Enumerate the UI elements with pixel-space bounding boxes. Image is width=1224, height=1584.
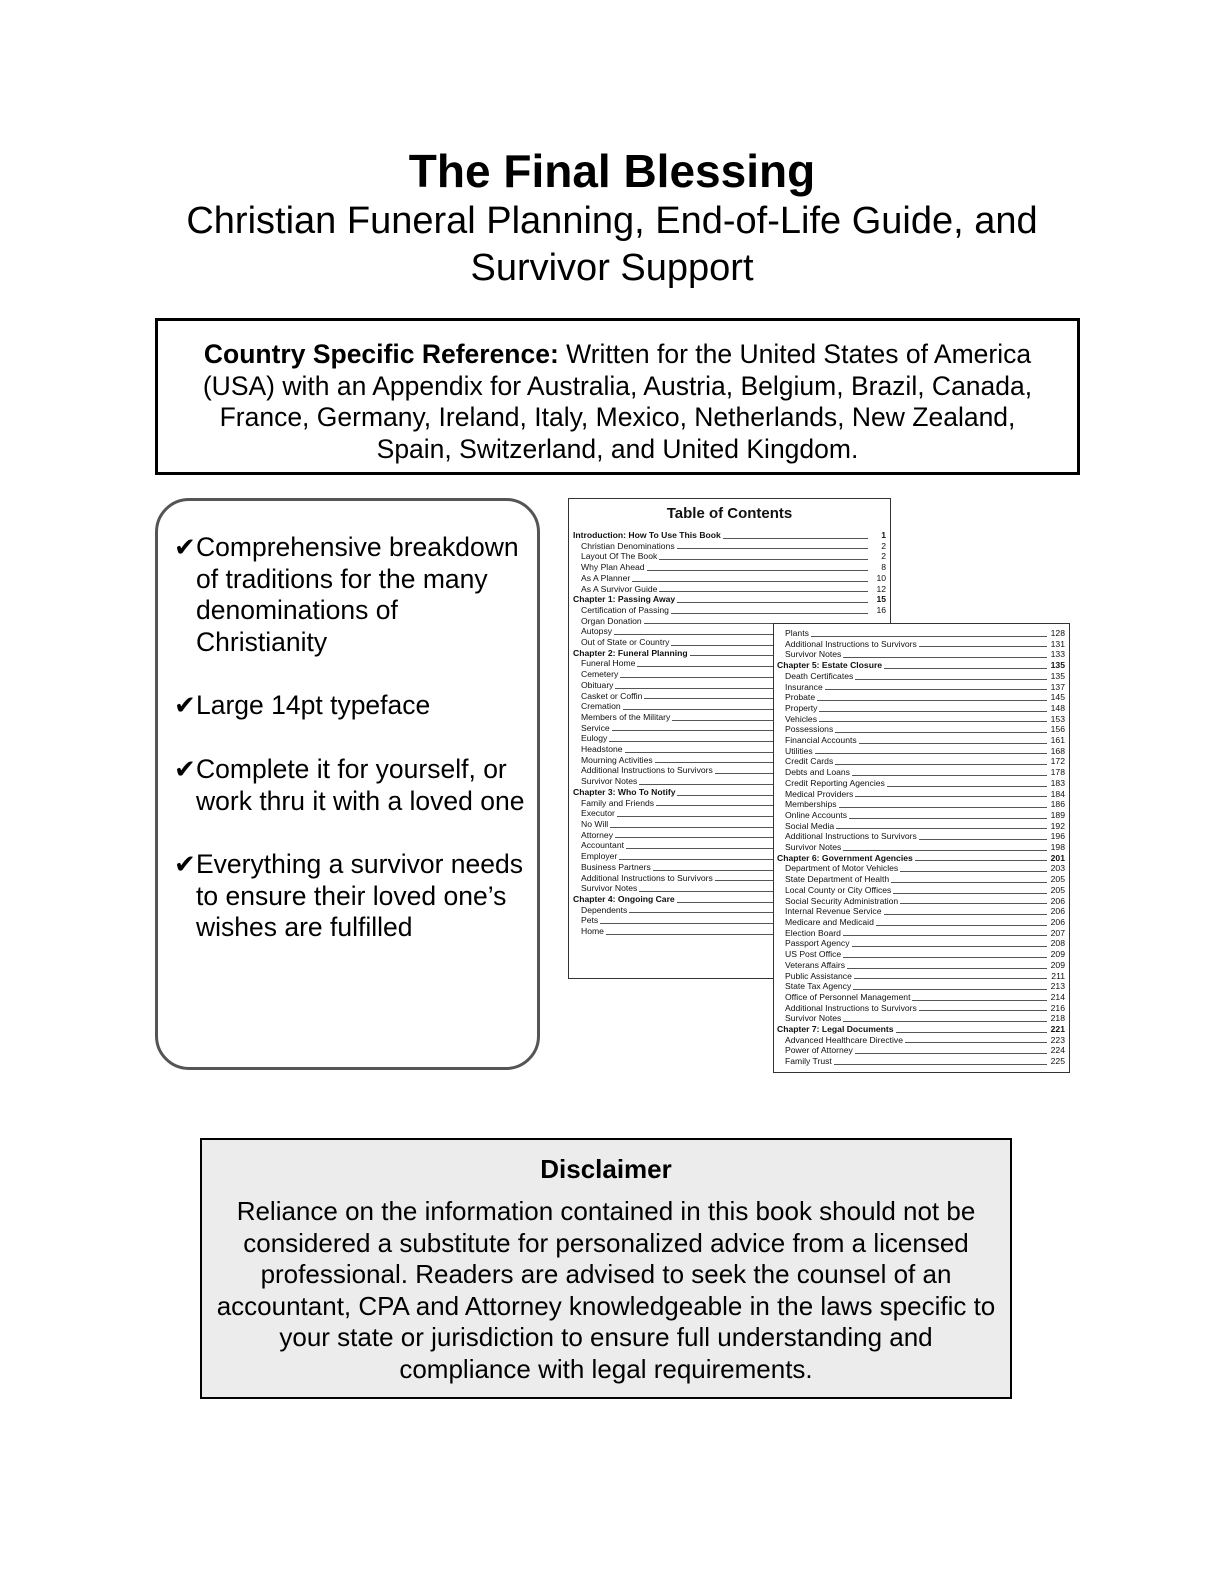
toc-entry-label: Credit Cards <box>785 756 834 767</box>
toc-page-number: 203 <box>1050 863 1065 874</box>
toc-leader-line <box>855 1053 1047 1054</box>
toc-entry-label: Accountant <box>581 840 624 851</box>
toc-leader-line <box>836 828 1047 829</box>
toc-page-number: 207 <box>1050 927 1065 938</box>
toc-entry-label: Home <box>581 926 604 937</box>
toc-leader-line <box>854 978 1047 979</box>
toc-leader-line <box>915 860 1047 861</box>
toc-entry-label: Funeral Home <box>581 658 636 669</box>
toc-leader-line <box>900 903 1047 904</box>
toc-page-number: 184 <box>1050 788 1065 799</box>
page-subtitle: Christian Funeral Planning, End-of-Life Guide, and Survivor Support <box>186 200 1038 289</box>
toc-entry-row <box>777 821 1065 832</box>
toc-page-number: 192 <box>1050 820 1065 831</box>
disclaimer-title: Disclaimer <box>540 1154 672 1184</box>
toc-page-number: 135 <box>1050 660 1065 671</box>
toc-entry-label: Financial Accounts <box>785 735 857 746</box>
toc-entry-label: Survivor Notes <box>581 776 638 787</box>
toc-entry-row <box>777 992 1065 1003</box>
toc-leader-line <box>853 989 1047 990</box>
toc-leader-line <box>632 581 868 582</box>
toc-entry-label: Chapter 1: Passing Away <box>573 594 676 605</box>
toc-entry-label: Obituary <box>581 679 614 690</box>
toc-leader-line <box>671 613 868 614</box>
toc-entry-row <box>777 671 1065 682</box>
toc-page-number: 133 <box>1050 649 1065 660</box>
toc-leader-line <box>859 743 1047 744</box>
toc-page-number: 186 <box>1050 799 1065 810</box>
toc-entry-label: Mourning Activities <box>581 754 653 765</box>
toc-entry-label: Dependents <box>581 904 628 915</box>
toc-page-number: 209 <box>1050 959 1065 970</box>
check-icon: ✔ <box>174 849 196 880</box>
toc-page-number: 198 <box>1050 842 1065 853</box>
toc-leader-line <box>855 796 1047 797</box>
toc-entry-label: Introduction: How To Use This Book <box>573 530 721 540</box>
toc-entry-label: Cemetery <box>581 669 619 680</box>
toc-page-number: 172 <box>1050 756 1065 767</box>
toc-chapter-row <box>777 660 1065 671</box>
toc-page-number: 206 <box>1050 895 1065 906</box>
toc-entry-row <box>573 541 886 552</box>
toc-entry-label: Additional Instructions to Survivors <box>785 638 917 649</box>
toc-page-number: 206 <box>1050 906 1065 917</box>
toc-entry-row <box>777 863 1065 874</box>
toc-entry-label: Power of Attorney <box>785 1045 853 1056</box>
toc-entry-label: Additional Instructions to Survivors <box>785 1002 917 1013</box>
toc-entry-row <box>777 917 1065 928</box>
toc-entry-label: State Tax Agency <box>785 981 852 992</box>
toc-entry-label: Survivor Notes <box>785 1013 842 1024</box>
check-icon: ✔ <box>174 690 196 721</box>
toc-page-number: 189 <box>1050 809 1065 820</box>
toc-leader-line <box>843 850 1047 851</box>
toc-entry-label: Chapter 3: Who To Notify <box>573 786 676 797</box>
toc-chapter-row <box>573 530 886 541</box>
toc-entry-label: Passport Agency <box>785 938 850 949</box>
toc-page-number: 213 <box>1050 981 1065 992</box>
toc-page-number: 201 <box>1050 852 1065 863</box>
toc-entry-label: Chapter 5: Estate Closure <box>777 660 883 671</box>
toc-entry-row <box>777 735 1065 746</box>
toc-entry-label: Family and Friends <box>581 797 655 808</box>
toc-entry-label: Out of State or Country <box>581 637 670 648</box>
toc-entry-label: Additional Instructions to Survivors <box>581 765 713 776</box>
toc-entry-label: Pets <box>581 915 599 926</box>
toc-leader-line <box>843 657 1047 658</box>
toc-entry-label: Public Assistance <box>785 970 852 981</box>
toc-page-number: 216 <box>1050 1002 1065 1013</box>
toc-entry-label: No Will <box>581 818 609 829</box>
toc-entry-row <box>573 562 886 573</box>
toc-entry-label: Survivor Notes <box>785 842 842 853</box>
toc-page-number: 131 <box>1050 638 1065 649</box>
toc-entry-row <box>777 971 1065 982</box>
toc-leader-line <box>852 775 1047 776</box>
toc-page-number: 208 <box>1050 938 1065 949</box>
toc-leader-line <box>647 570 868 571</box>
toc-page-number: 161 <box>1050 735 1065 746</box>
toc-leader-line <box>849 818 1047 819</box>
feature-text: Complete it for yourself, or work thru it with a loved one <box>196 753 525 816</box>
feature-text: Everything a survivor needs to ensure their loved one’s wishes are fulfilled <box>196 849 523 943</box>
toc-entry-label: Credit Reporting Agencies <box>785 777 885 788</box>
toc-entry-row <box>777 1003 1065 1014</box>
toc-entry-label: Headstone <box>581 744 623 755</box>
feature-item <box>174 754 525 817</box>
toc-entry-row <box>777 649 1065 660</box>
toc-entry-row <box>573 551 886 562</box>
toc-entry-row <box>777 628 1065 639</box>
toc-leader-line <box>825 689 1047 690</box>
toc-page-number: 211 <box>1051 970 1065 981</box>
toc-entry-label: As A Survivor Guide <box>581 583 658 594</box>
toc-page-number: 2 <box>881 551 886 562</box>
toc-page-number: 137 <box>1050 681 1065 692</box>
toc-leader-line <box>843 957 1047 958</box>
toc-entry-label: Autopsy <box>581 626 613 637</box>
toc-entry-label: Certification of Passing <box>581 604 669 615</box>
toc-page-number: 218 <box>1050 1013 1065 1024</box>
toc-entry-row <box>777 682 1065 693</box>
toc-entry-label: Plants <box>785 628 809 638</box>
country-reference-text: Written for the United States of America (USA) with an Appendix for Australia, Austria, Belgium, Brazil, Canada, France, Germany, Ireland, Italy, Mexico, Netherlands, New Zealand, Spain, Switzerland, and United Kingdom. <box>202 339 1033 464</box>
toc-entry-row <box>777 1045 1065 1056</box>
toc-entry-row <box>777 778 1065 789</box>
toc-chapter-row <box>777 853 1065 864</box>
toc-leader-line <box>891 882 1047 883</box>
toc-entry-label: As A Planner <box>581 572 631 583</box>
toc-entry-label: Online Accounts <box>785 809 848 820</box>
toc-entry-label: Possessions <box>785 724 834 735</box>
toc-entry-label: Layout Of The Book <box>581 551 658 562</box>
toc-page-number: 128 <box>1050 628 1065 638</box>
toc-page-number: 1 <box>881 530 886 540</box>
toc-entry-label: Veterans Affairs <box>785 959 846 970</box>
toc-entry-label: Social Security Administration <box>785 895 899 906</box>
toc-entry-label: Utilities <box>785 745 813 756</box>
toc-leader-line <box>839 807 1047 808</box>
toc-entry-row <box>777 789 1065 800</box>
toc-leader-line <box>919 1010 1047 1011</box>
toc-entry-row <box>777 949 1065 960</box>
toc-entry-row <box>777 842 1065 853</box>
toc-page-number: 10 <box>876 572 886 583</box>
toc-entry-label: Survivor Notes <box>785 649 842 660</box>
toc-page-number: 15 <box>876 594 886 605</box>
toc-entry-label: Additional Instructions to Survivors <box>581 872 713 883</box>
toc-entry-row <box>777 885 1065 896</box>
toc-entry-label: Election Board <box>785 927 841 938</box>
toc-entry-label: Cremation <box>581 701 621 712</box>
toc-chapter-row <box>777 1024 1065 1035</box>
toc-leader-line <box>835 764 1047 765</box>
toc-entry-row <box>777 714 1065 725</box>
toc-heading: Table of Contents <box>666 505 793 522</box>
toc-page-number: 214 <box>1050 991 1065 1002</box>
check-icon: ✔ <box>174 532 196 562</box>
feature-item <box>174 849 525 944</box>
toc-page-number: 168 <box>1050 745 1065 756</box>
toc-entry-label: State Department of Health <box>785 874 890 885</box>
toc-entry-label: Memberships <box>785 799 837 810</box>
toc-entry-label: Members of the Military <box>581 711 671 722</box>
toc-page-number: 135 <box>1050 670 1065 681</box>
toc-entry-label: Medical Providers <box>785 788 854 799</box>
toc-leader-line <box>817 700 1047 701</box>
toc-leader-line <box>905 1042 1047 1043</box>
toc-page-number: 12 <box>876 583 886 594</box>
toc-entry-label: Probate <box>785 692 816 703</box>
toc-entry-row <box>777 874 1065 885</box>
toc-leader-line <box>677 548 868 549</box>
toc-leader-line <box>843 935 1047 936</box>
toc-entry-label: Debts and Loans <box>785 767 850 778</box>
toc-page-number: 16 <box>876 604 886 615</box>
toc-entry-row <box>777 1013 1065 1024</box>
toc-leader-line <box>912 1000 1047 1001</box>
toc-entry-label: Chapter 4: Ongoing Care <box>573 893 675 904</box>
toc-entry-row <box>777 938 1065 949</box>
toc-entry-row <box>777 746 1065 757</box>
toc-entry-row <box>777 639 1065 650</box>
toc-entry-row <box>777 767 1065 778</box>
toc-leader-line <box>819 721 1047 722</box>
toc-entry-label: Department of Motor Vehicles <box>785 863 899 874</box>
toc-leader-line <box>677 602 868 603</box>
toc-entry-label: Chapter 2: Funeral Planning <box>573 647 688 658</box>
toc-entry-row <box>777 831 1065 842</box>
toc-leader-line <box>819 711 1047 712</box>
toc-page-number: 178 <box>1050 767 1065 778</box>
toc-entry-row <box>573 605 886 616</box>
toc-page-number: 205 <box>1050 884 1065 895</box>
toc-page-number: 206 <box>1050 916 1065 927</box>
feature-item <box>174 532 525 658</box>
toc-leader-line <box>884 668 1047 669</box>
toc-entry-label: Christian Denominations <box>581 540 675 551</box>
toc-leader-line <box>811 636 1047 637</box>
toc-leader-line <box>815 753 1047 754</box>
page-title: The Final Blessing <box>408 145 816 197</box>
toc-entry-label: Employer <box>581 851 618 862</box>
toc-leader-line <box>852 946 1048 947</box>
toc-leader-line <box>919 839 1047 840</box>
toc-entry-row <box>777 703 1065 714</box>
feature-text: Large 14pt typeface <box>196 690 431 721</box>
check-icon: ✔ <box>174 753 196 784</box>
toc-entry-label: Business Partners <box>581 861 651 872</box>
toc-list <box>777 628 1065 1067</box>
toc-entry-label: Executor <box>581 808 615 819</box>
toc-page-number: 148 <box>1050 702 1065 713</box>
toc-entry-label: Eulogy <box>581 733 608 744</box>
toc-chapter-row <box>573 594 886 605</box>
toc-entry-label: Local County or City Offices <box>785 884 892 895</box>
toc-entry-label: Why Plan Ahead <box>581 562 645 573</box>
toc-leader-line <box>659 591 868 592</box>
toc-entry-label: Insurance <box>785 681 823 692</box>
toc-leader-line <box>855 679 1047 680</box>
toc-page-number: 205 <box>1050 874 1065 885</box>
toc-entry-label: Property <box>785 702 818 713</box>
toc-page-number: 221 <box>1050 1024 1065 1035</box>
toc-leader-line <box>896 1032 1047 1033</box>
toc-page-number: 156 <box>1050 724 1065 735</box>
country-reference-box <box>155 318 1080 475</box>
toc-entry-label: Death Certificates <box>785 670 854 681</box>
toc-entry-row <box>777 724 1065 735</box>
toc-leader-line <box>723 538 868 539</box>
toc-entry-row <box>777 960 1065 971</box>
country-reference-label: Country Specific Reference: <box>203 339 559 369</box>
toc-leader-line <box>835 732 1047 733</box>
features-box <box>155 498 540 1070</box>
toc-entry-label: US Post Office <box>785 949 842 960</box>
toc-entry-label: Internal Revenue Service <box>785 906 882 917</box>
toc-entry-label: Vehicles <box>785 713 818 724</box>
toc-leader-line <box>834 1064 1047 1065</box>
toc-entry-row <box>777 981 1065 992</box>
toc-page-number: 224 <box>1050 1045 1065 1056</box>
toc-entry-row <box>777 810 1065 821</box>
toc-entry-row <box>573 584 886 595</box>
feature-item <box>174 690 525 722</box>
toc-leader-line <box>900 871 1047 872</box>
toc-page-number: 223 <box>1050 1034 1065 1045</box>
toc-entry-row <box>777 692 1065 703</box>
toc-page-number: 2 <box>881 540 886 551</box>
toc-leader-line <box>887 786 1047 787</box>
toc-leader-line <box>876 925 1047 926</box>
toc-page-number: 153 <box>1050 713 1065 724</box>
toc-entry-label: Casket or Coffin <box>581 690 643 701</box>
toc-entry-label: Chapter 7: Legal Documents <box>777 1024 894 1035</box>
toc-entry-row <box>777 1056 1065 1067</box>
toc-entry-row <box>573 573 886 584</box>
toc-entry-label: Medicare and Medicaid <box>785 916 874 927</box>
toc-leader-line <box>659 559 868 560</box>
toc-entry-row <box>777 928 1065 939</box>
toc-entry-row <box>777 896 1065 907</box>
toc-entry-row <box>777 756 1065 767</box>
toc-leader-line <box>893 893 1047 894</box>
toc-entry-label: Attorney <box>581 829 614 840</box>
toc-page-number: 183 <box>1050 777 1065 788</box>
toc-entry-label: Social Media <box>785 820 835 831</box>
toc-page-number: 209 <box>1050 949 1065 960</box>
feature-text: Comprehensive breakdown of traditions for the many denominations of Christianity <box>196 532 519 657</box>
toc-entry-label: Organ Donation <box>581 615 642 626</box>
toc-entry-label: Family Trust <box>785 1056 832 1067</box>
disclaimer-text: Reliance on the information contained in this book should not be considered a substitute for personalized advice from a licensed professional. Readers are advised to seek the counsel of an accountant, CPA and Attorney knowledgeable in the laws specific to your state or jurisdiction to ensure full understanding and compliance with legal requirements. <box>216 1196 996 1384</box>
toc-leader-line <box>884 914 1048 915</box>
toc-page-number: 145 <box>1050 692 1065 703</box>
toc-entry-label: Survivor Notes <box>581 883 638 894</box>
toc-entry-label: Additional Instructions to Survivors <box>785 831 917 842</box>
toc-page-2 <box>773 623 1070 1073</box>
toc-page-number: 8 <box>881 562 886 573</box>
toc-leader-line <box>847 968 1047 969</box>
toc-entry-row <box>777 906 1065 917</box>
toc-entry-label: Chapter 6: Government Agencies <box>777 852 913 863</box>
toc-entry-label: Advanced Healthcare Directive <box>785 1034 903 1045</box>
toc-entry-row <box>777 1035 1065 1046</box>
toc-leader-line <box>843 1021 1047 1022</box>
disclaimer-box <box>200 1138 1012 1399</box>
toc-page-number: 225 <box>1050 1056 1065 1067</box>
toc-entry-label: Service <box>581 722 610 733</box>
toc-entry-row <box>777 799 1065 810</box>
toc-page-number: 196 <box>1050 831 1065 842</box>
toc-entry-label: Office of Personnel Management <box>785 991 911 1002</box>
toc-leader-line <box>919 646 1047 647</box>
